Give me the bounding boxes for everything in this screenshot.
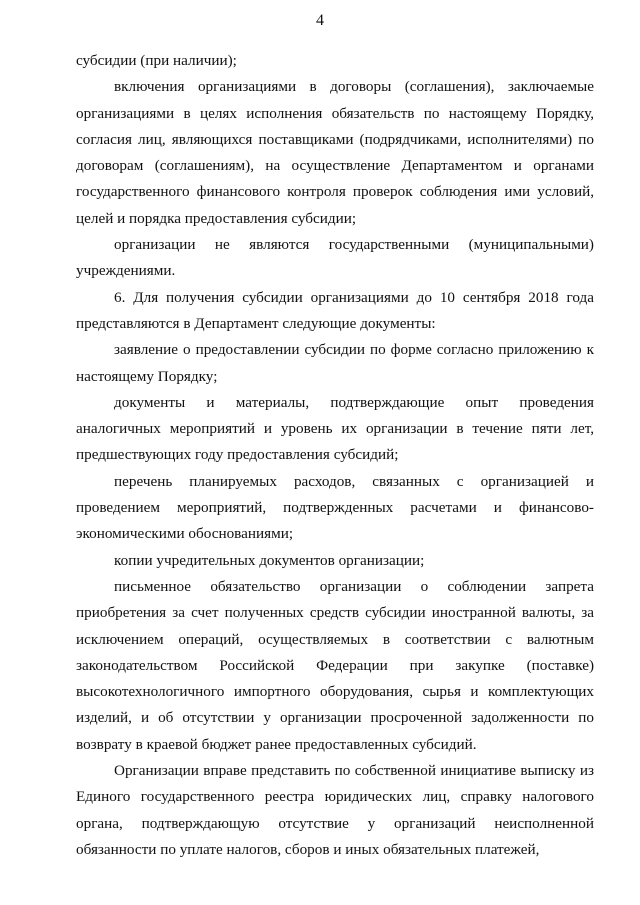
paragraph: заявление о предоставлении субсидии по форме согласно приложению к настоящему Порядку; [76, 341, 594, 385]
document-body [76, 48, 594, 863]
paragraph: документы и материалы, подтверждающие опыт проведения аналогичных мероприятий и уровень их организации в течение пяти лет, предшествующих году предоставления субсидий; [76, 393, 594, 464]
paragraph: субсидии (при наличии); [76, 52, 237, 69]
paragraph: письменное обязательство организации о соблюдении запрета приобретения за счет полученных средств субсидии иностранной валюты, за исключением операций, осуществляемых в соответствии с валютным законодательством Российской Федерации при закупке (поставке) высокотехнологичного импортного оборудования, сырья и комплектующих изделий, и об отсутствии у организации просроченной задолженности по возврату в краевой бюджет ранее предоставленных субсидий. [76, 577, 594, 753]
paragraph: Организации вправе представить по собственной инициативе выписку из Единого государственного реестра юридических лиц, справку налогового органа, подтверждающую отсутствие у организаций неисполненной обязанности по уплате налогов, сборов и иных обязательных платежей, [76, 762, 594, 858]
page-number: 4 [316, 12, 324, 29]
paragraph: 6. Для получения субсидии организациями до 10 сентября 2018 года представляются в Департамент следующие документы: [76, 288, 594, 332]
paragraph: перечень планируемых расходов, связанных с организацией и проведением мероприятий, подтвержденных расчетами и финансово-экономическими обоснованиями; [76, 472, 594, 543]
paragraph: копии учредительных документов организации; [114, 551, 425, 569]
paragraph: организации не являются государственными (муниципальными) учреждениями. [76, 236, 594, 280]
paragraph: включения организациями в договоры (соглашения), заключаемые организациями в целях исполнения обязательств по настоящему Порядку, согласия лиц, являющихся поставщиками (подрядчиками, исполнителями) по договорам (соглашениям), на осуществление Департаментом и органами государственного финансового контроля проверок соблюдения ими условий, целей и порядка предоставления субсидии; [76, 78, 594, 227]
